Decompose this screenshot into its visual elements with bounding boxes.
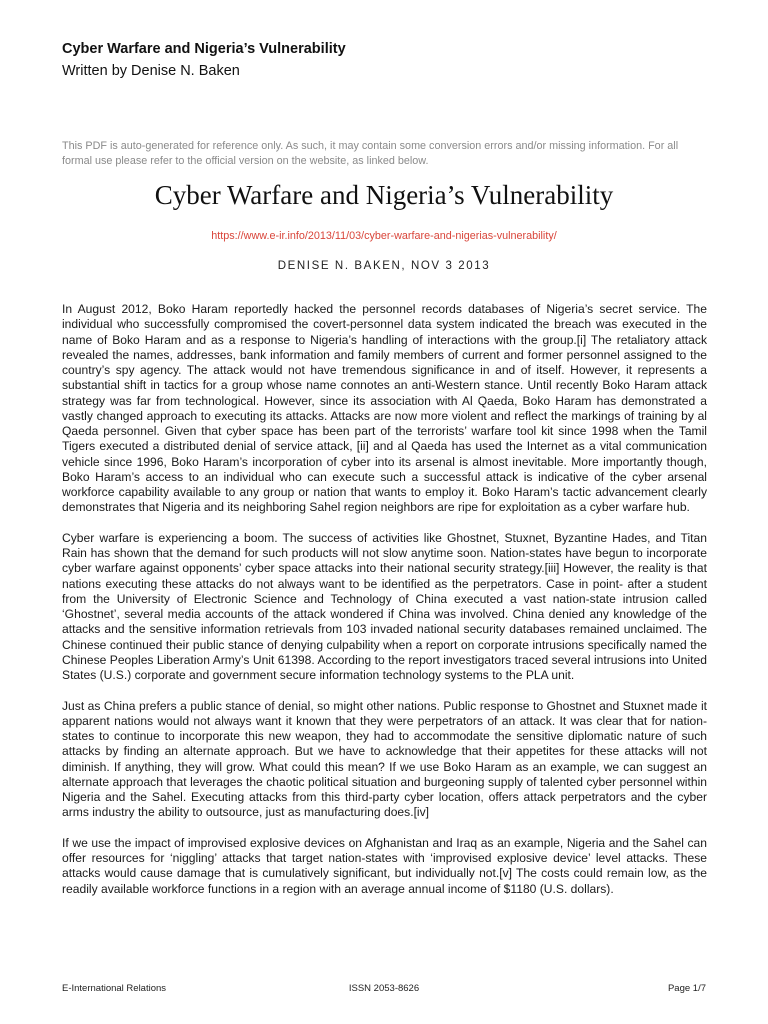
- footer-publisher: E-International Relations: [62, 983, 167, 994]
- header-title: Cyber Warfare and Nigeria’s Vulnerability: [62, 41, 346, 57]
- footer-page-number: Page 1/7: [667, 983, 706, 994]
- article-byline: DENISE N. BAKEN, NOV 3 2013: [277, 260, 491, 272]
- header-author: Written by Denise N. Baken: [62, 63, 240, 79]
- body-paragraph-1: In August 2012, Boko Haram reportedly hacked the personnel records databases of Nigeria’s secret service. The individual who successfully compromised the covert-personnel data system indicated the breach was executed in the name of Boko Haram and as a response to Nigeria’s handling of interactions with the group.[i] The retaliatory attack revealed the names, addresses, bank information and family members of current and former personnel assigned to the country’s spy agency. The attack would not have tremendous significance in and of itself. However, it represents a substantial shift in tactics for a group whose name connotes an anti-Western stance. Until recently Boko Haram attack strategy was far from technological. However, since its association with Al Qaeda, Boko Haram has demonstrated a vastly changed approach to executing its attacks. Attacks are now more violent and reflect the markings of training by al Qaeda personnel. Given that cyber space has been part of the terrorists’ warfare tool kit since 1998 when the Tamil Tigers executed a distributed denial of service attack, [ii] and al Qaeda has used the Internet as a vital communication vehicle since 1996, Boko Haram’s incorporation of cyber into its arsenal is almost inevitable. More importantly though, Boko Haram’s access to an individual who can execute such a successful attack is indicative of the cyber arsenal workforce capability available to any group or nation that wants to employ it. Boko Haram’s tactic advancement clearly demonstrates that Nigeria and its neighboring Sahel region neighbors are ripe for exploitation as a cyber warfare hub.: [62, 302, 707, 515]
- footer-issn: ISSN 2053-8626: [348, 983, 420, 994]
- body-paragraph-4: If we use the impact of improvised explosive devices on Afghanistan and Iraq as an example, Nigeria and the Sahel can offer resources for ‘niggling’ attacks that target nation-states with ‘improvised explosive device’ level attacks. These attacks would cause damage that is cumulatively significant, but individually not.[v] The costs could remain low, as the readily available workforce functions in a region with an average annual income of $1180 (U.S. dollars).: [62, 835, 707, 896]
- article-body: [62, 302, 707, 912]
- article-url-link[interactable]: https://www.e-ir.info/2013/11/03/cyber-warfare-and-nigerias-vulnerability/: [211, 230, 557, 242]
- pdf-notice: This PDF is auto-generated for reference only. As such, it may contain some conversion errors and/or missing information. For all formal use please refer to the official version on the website, as linked below.: [62, 140, 679, 167]
- body-paragraph-2: Cyber warfare is experiencing a boom. The success of activities like Ghostnet, Stuxnet, Byzantine Hades, and Titan Rain has shown that the demand for such products will not slow anytime soon. Nation-states have begun to incorporate cyber warfare against opponents’ cyber space attacks into their national security strategy.[iii] However, the reality is that nations executing these attacks do not always want to be identified as the perpetrators. Case in point- after a student from the University of Electronic Science and Technology of China executed a vast nation-state intrusion called ‘Ghostnet’, several media accounts of the attack wondered if China was involved. China denied any knowledge of the attacks and the sensitive information retrievals from 103 invaded national security databases remained unclaimed. The Chinese continued their public stance of denying culpability when a report on corporate intrusions specifically named the Chinese Peoples Liberation Army’s Unit 61398. According to the report investigators traced several intrusions into United States (U.S.) corporate and government secure information technology systems to the PLA unit.: [62, 530, 707, 682]
- article-title: Cyber Warfare and Nigeria’s Vulnerability: [154, 180, 614, 210]
- body-paragraph-3: Just as China prefers a public stance of denial, so might other nations. Public response to Ghostnet and Stuxnet made it apparent nations would not always want it known that they were perpetrators of an attack. It was clear that for nation-states to continue to incorporate this new weapon, they had to accommodate the sensitive diplomatic nature of such attacks by finding an alternate approach. But we have to acknowledge that their appetites for these attacks will not diminish. If anything, they will grow. What could this mean? If we use Boko Haram as an example, we can suggest an alternate approach that leverages the chaotic political situation and burgeoning supply of talented cyber personnel within Nigeria and the Sahel. Executing attacks from this third-party cyber location, offers attack perpetrators and the cyber arms industry the ability to outsource, just as manufacturing does.[iv]: [62, 698, 707, 820]
